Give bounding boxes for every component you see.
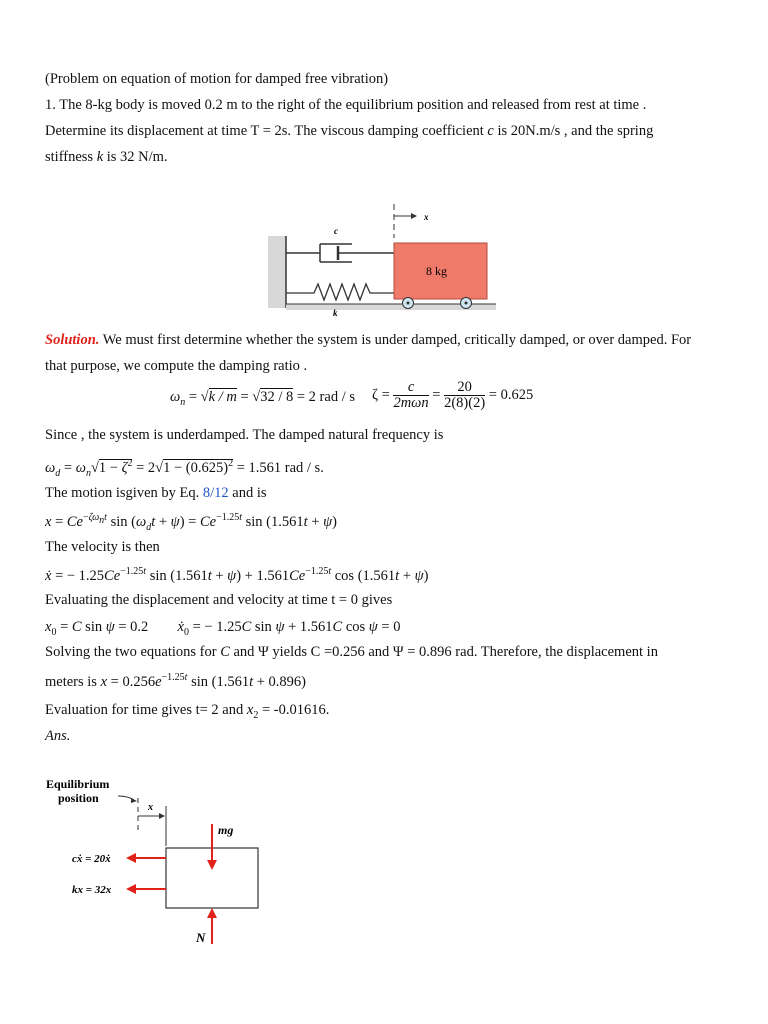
meters-text: meters is (45, 673, 101, 690)
spring (286, 284, 394, 300)
answer-label: Ans. (45, 728, 71, 744)
zeta-fraction-2 (444, 380, 485, 411)
solving-line (45, 644, 658, 661)
problem-line-2 (45, 123, 653, 140)
position-pointer-head (131, 798, 137, 803)
damping-force-head (126, 853, 136, 863)
initial-conditions: $x_0 = C$ sin ψ = 0.2 ẋ$_0$ = − 1.25C sin ψ + 1.561C cos ψ = 0 (45, 619, 401, 638)
damping-symbol: c (487, 123, 494, 139)
n-arrow-head (207, 908, 217, 918)
omega-n-equation: $\omega_n = √k / m = √32 / 8 = 2$ rad / s (170, 389, 355, 408)
fbd-x-label: x (148, 802, 153, 813)
motion-line (45, 485, 267, 502)
problem-line-3 (45, 149, 168, 166)
spring-label: k (333, 308, 338, 318)
motion-text-b: and is (228, 485, 267, 501)
x-label: x (424, 212, 429, 222)
damping-force-label: cẋ = 20ẋ (72, 853, 111, 865)
position-label: position (58, 791, 99, 805)
spring-force-label: kx = 32x (72, 884, 112, 896)
mass-spring-damper-figure (262, 196, 502, 324)
free-body-diagram (40, 772, 280, 952)
eval-text: Evaluating the displacement and velocity at time t = 0 gives (45, 592, 393, 608)
mg-label: mg (218, 823, 234, 837)
problem-line-2a: Determine its displacement at time T = 2s. The viscous damping coefficient (45, 123, 488, 139)
omega-d-equation: $\omega_d = \omega_n√1 - \zeta^2 = 2√1 - (0.625)^2 = 1.561$ rad / s. (45, 458, 324, 479)
stiffness-symbol: k (96, 149, 104, 165)
mass-label: 8 kg (426, 264, 447, 278)
solving-text-a: Solving the two equations for (45, 644, 221, 660)
problem-line-3a: stiffness (45, 149, 97, 165)
problem-header: (Problem on equation of motion for damped free vibration) (45, 71, 389, 87)
velocity-text: The velocity is then (45, 539, 160, 555)
zeta-result: = 0.625 (488, 387, 534, 403)
wall (268, 236, 286, 308)
solution-line-2: that purpose, we compute the damping ratio . (45, 358, 308, 374)
spring-force-head (126, 884, 136, 894)
solution-line-1 (45, 332, 691, 349)
xdot-equation: ẋ = − $1.25Ce^{-1.25t}$ $\sin (1.561t + \psi) + 1.561Ce^{-1.25t}$ cos (1.561t + ψ) (45, 566, 429, 584)
fbd-x-arrow-head (159, 813, 165, 819)
zeta-frac1-den: 2mωn (393, 395, 429, 411)
motion-text-a: The motion isgiven by Eq. (45, 485, 203, 501)
x-arrow-head (411, 213, 417, 219)
n-label: N (196, 930, 206, 945)
damper-label: c (334, 226, 338, 236)
zeta-frac2-num: 20 (444, 380, 485, 396)
zeta-fraction-1 (393, 380, 428, 411)
zeta-frac2-den: 2(8)(2) (444, 395, 486, 411)
solving-text-b: and Ψ yields C =0.256 and Ψ = 0.896 rad. Therefore, the displacement in (229, 644, 658, 660)
since-line: Since , the system is underdamped. The damped natural frequency is (45, 427, 444, 443)
solving-c: C (220, 644, 230, 660)
final-x-equation: $x = 0.256e^{-1.25t}$ sin (1.561t + 0.896) (100, 672, 306, 690)
wheel-right-hub (465, 302, 468, 305)
equation-link[interactable]: 8/12 (202, 485, 229, 501)
problem-line-1: 1. The 8-kg body is moved 0.2 m to the right of the equilibrium position and released from rest at time . (45, 97, 647, 113)
evaluation-time-line: Evaluation for time gives t= 2 and $x_2 = -0.01616$. (45, 702, 330, 721)
wheel-left-hub (407, 302, 410, 305)
meters-line (45, 672, 306, 691)
solution-text-1: We must first determine whether the system is under damped, critically damped, or over damped. For (99, 332, 692, 348)
zeta-lhs: ζ = (372, 387, 390, 403)
problem-line-3b: is 32 N/m. (103, 149, 168, 165)
x-equation: $x = Ce^{-\zeta\omega_nt}$ $\sin (\omega_dt + \psi) = Ce^{-1.25t}$ sin (1.561t + ψ) (45, 512, 337, 533)
problem-line-2b: is 20N.m/s , and the spring (493, 123, 654, 139)
zeta-frac1-num: c (393, 380, 428, 396)
solution-label: Solution. (45, 332, 100, 348)
equilibrium-label: Equilibrium (46, 777, 110, 791)
zeta-equation: ζ = $\frac{c}{\text{2mωn}}$ = $\frac{20}{2(8)(2)}$ = 0.625 (372, 379, 534, 411)
